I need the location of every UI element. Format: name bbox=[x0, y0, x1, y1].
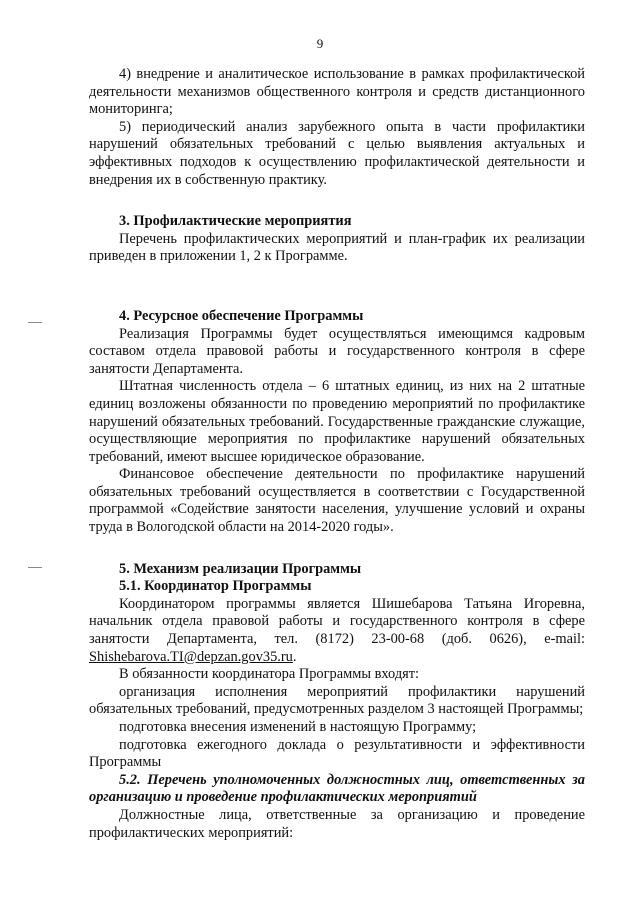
section-4-paragraph-3: Финансовое обеспечение деятельности по профилактике нарушений обязательных требований осуществляется в соответствии с Государственной программой «Содействие занятости населения, улучшение условий и охраны труда в Вологодской области на 2014-2020 годы». bbox=[89, 466, 585, 536]
email-tail: . bbox=[292, 648, 297, 665]
coordinator-email-link[interactable]: Shishebarova.TI@depzan.gov35.ru bbox=[89, 648, 293, 665]
section-3-paragraph: Перечень профилактических мероприятий и план-график их реализации приведен в приложении 1, 2 к Программе. bbox=[89, 230, 585, 265]
subsection-5-1-heading: 5.1. Координатор Программы bbox=[119, 578, 312, 595]
duty-item-1: организация исполнения мероприятий профилактики нарушений обязательных требований, предусмотренных разделом 3 настоящей Программы; bbox=[89, 683, 585, 718]
subsection-5-2-paragraph: Должностные лица, ответственные за организацию и проведение профилактических мероприятий: bbox=[89, 806, 585, 841]
section-5-heading: 5. Механизм реализации Программы bbox=[119, 560, 362, 577]
duty-item-3: подготовка ежегодного доклада о результативности и эффективности Программы bbox=[89, 736, 585, 771]
page-number: 9 bbox=[316, 36, 324, 51]
document-body bbox=[89, 66, 585, 842]
coordinator-text: Координатором программы является Шишебарова Татьяна Игоревна, начальник отдела правовой работы и государственного контроля в сфере занятости Департамента, тел. (8172) 23-00-68 (доб. 0626), e-mail: bbox=[89, 595, 585, 648]
section-4-paragraph-2: Штатная численность отдела – 6 штатных единиц, из них на 2 штатные единиц возложены обязанности по проведению мероприятий по профилактике нарушений обязательных требований. Государственные гражданские служащие, осуществляющие мероприятия по профилактике нарушений обязательных требований, имеют высшее юридическое образование. bbox=[89, 378, 585, 465]
duties-intro: В обязанности координатора Программы входят: bbox=[119, 666, 420, 683]
margin-mark bbox=[28, 322, 42, 323]
margin-mark bbox=[28, 567, 42, 568]
section-4-paragraph-1: Реализация Программы будет осуществляться имеющимся кадровым составом отдела правовой работы и государственного контроля в сфере занятости Департамента. bbox=[89, 325, 585, 377]
list-item-5: 5) периодический анализ зарубежного опыта в части профилактики нарушений обязательных требований с целью выявления актуальных и эффективных подходов к осуществлению профилактической деятельности и внедрения их в собственную практику. bbox=[89, 118, 585, 188]
duty-item-2: подготовка внесения изменений в настоящую Программу; bbox=[119, 719, 477, 735]
section-4-heading: 4. Ресурсное обеспечение Программы bbox=[119, 307, 364, 324]
subsection-5-2-heading: 5.2. Перечень уполномоченных должностных лиц, ответственных за организацию и проведение профилактических мероприятий bbox=[89, 771, 585, 806]
coordinator-paragraph bbox=[89, 596, 585, 666]
section-3-heading: 3. Профилактические мероприятия bbox=[119, 213, 352, 230]
list-item-4: 4) внедрение и аналитическое использование в рамках профилактической деятельности механизмов общественного контроля и средств дистанционного мониторинга; bbox=[89, 66, 585, 118]
